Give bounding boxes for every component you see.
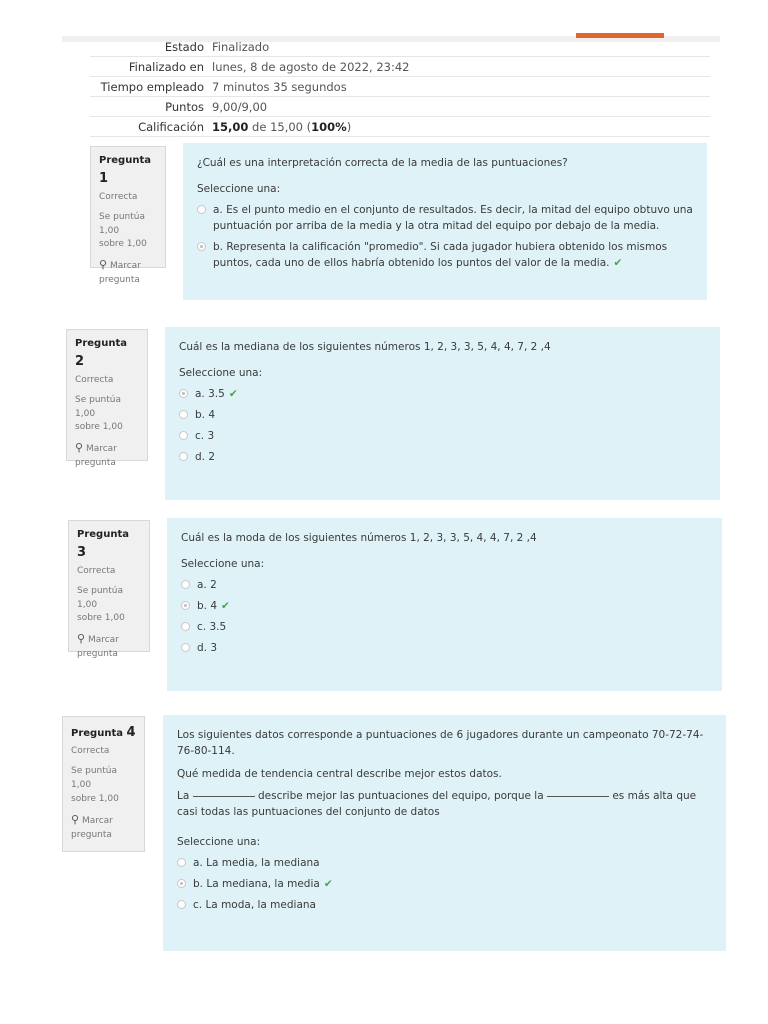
- radio-button[interactable]: [181, 580, 190, 589]
- summary-value: 9,00/9,00: [212, 97, 710, 117]
- answer-option[interactable]: [181, 619, 708, 635]
- summary-label: Tiempo empleado: [90, 77, 212, 97]
- blank-line: [547, 796, 609, 797]
- flag-question-link[interactable]: ⚲ Marcar pregunta: [71, 812, 113, 840]
- radio-button[interactable]: [179, 431, 188, 440]
- question-number: Pregunta 2: [75, 338, 127, 369]
- option-text: c. 3: [195, 430, 215, 443]
- flag-question-link[interactable]: ⚲ Marcar pregunta: [75, 441, 117, 469]
- radio-button[interactable]: [197, 242, 206, 251]
- radio-button[interactable]: [179, 452, 188, 461]
- radio-button[interactable]: [197, 205, 206, 214]
- option-text: b. 4: [197, 599, 218, 612]
- question-score: Se puntúa 1,00 sobre 1,00: [77, 585, 125, 624]
- radio-button[interactable]: [181, 601, 190, 610]
- question-prompt: Los siguientes datos corresponde a puntuaciones de 6 jugadores durante un campeonato 70-72-74-76-80-114.: [177, 729, 704, 758]
- question-prompt: ¿Cuál es una interpretación correcta de la media de las puntuaciones?: [197, 157, 568, 169]
- grade-value: [212, 117, 710, 137]
- question-prompt: Cuál es la mediana de los siguientes números 1, 2, 3, 3, 5, 4, 4, 7, 2 ,4: [179, 341, 551, 353]
- option-text: a. 2: [197, 578, 217, 591]
- option-text: d. 2: [195, 451, 216, 464]
- question-prompt: Cuál es la moda de los siguientes números 1, 2, 3, 3, 5, 4, 4, 7, 2 ,4: [181, 532, 537, 544]
- question-score: Se puntúa 1,00 sobre 1,00: [75, 394, 123, 433]
- select-label: Seleccione una:: [181, 558, 265, 571]
- answer-option[interactable]: [179, 449, 706, 465]
- answer-option[interactable]: [197, 239, 693, 272]
- summary-value: lunes, 8 de agosto de 2022, 23:42: [212, 57, 710, 77]
- question-status: Correcta: [99, 191, 138, 202]
- attempt-summary-table: [90, 37, 710, 137]
- option-text: b. Representa la calificación "promedio". Si cada jugador hubiera obtenido los mismos puntos, cada uno de ellos habría obtenido los puntos del valor de la media.: [213, 241, 668, 270]
- select-label: Seleccione una:: [177, 836, 261, 849]
- answer-option[interactable]: [179, 386, 706, 402]
- answer-option[interactable]: [181, 598, 708, 614]
- question-info-2: [66, 329, 148, 469]
- question-status: Correcta: [71, 746, 110, 757]
- question-info-4: [62, 716, 145, 852]
- option-text: a. Es el punto medio en el conjunto de resultados. Es decir, la mitad del equipo obtuvo una puntuación por arriba de la media y la otra mitad del equipo por debajo de la media.: [213, 203, 693, 232]
- radio-button[interactable]: [177, 900, 186, 909]
- option-text: b. La mediana, la media: [193, 877, 320, 890]
- summary-value: 7 minutos 35 segundos: [212, 77, 710, 97]
- answer-option[interactable]: [197, 202, 693, 235]
- radio-button[interactable]: [181, 622, 190, 631]
- question-status: Correcta: [75, 374, 114, 385]
- flag-question-link[interactable]: ⚲ Marcar pregunta: [99, 258, 141, 286]
- question-content-1: [183, 143, 707, 300]
- grade-total: de 15,00 (: [248, 119, 312, 134]
- question-info-1: [90, 146, 166, 286]
- question-status: Correcta: [77, 565, 116, 576]
- check-icon: ✔: [613, 257, 623, 270]
- fill-blank-statement: La describe mejor las puntuaciones del equipo, porque la es más alta que casi todas las puntuaciones del conjunto de datos: [177, 789, 697, 819]
- answer-option[interactable]: [179, 407, 706, 423]
- summary-value: Finalizado: [212, 37, 710, 57]
- option-text: a. 3.5: [195, 387, 225, 400]
- check-icon: ✔: [323, 877, 333, 890]
- question-number: Pregunta 1: [99, 155, 151, 186]
- answer-option[interactable]: [177, 876, 712, 892]
- summary-row: [90, 37, 710, 57]
- option-text: c. 3.5: [197, 621, 227, 634]
- summary-row: [90, 117, 710, 137]
- flag-icon: ⚲: [71, 812, 80, 826]
- question-content-2: [165, 327, 720, 500]
- flag-icon: ⚲: [75, 441, 84, 455]
- blank-line: [193, 796, 255, 797]
- question-number: Pregunta 4: [71, 725, 136, 740]
- summary-label: Puntos: [90, 97, 212, 117]
- select-label: Seleccione una:: [197, 183, 281, 196]
- radio-button[interactable]: [179, 410, 188, 419]
- option-text: b. 4: [195, 408, 216, 421]
- radio-button[interactable]: [179, 389, 188, 398]
- radio-button[interactable]: [177, 858, 186, 867]
- answer-option[interactable]: [177, 897, 712, 913]
- question-score: Se puntúa 1,00 sobre 1,00: [71, 766, 119, 804]
- answer-option[interactable]: [179, 428, 706, 444]
- grade-score: 15,00: [212, 119, 249, 134]
- check-icon: ✔: [228, 387, 238, 400]
- flag-icon: ⚲: [77, 632, 86, 646]
- option-text: a. La media, la mediana: [193, 856, 320, 869]
- question-content-4: [163, 715, 726, 951]
- grade-percent: 100%: [311, 119, 347, 134]
- flag-question-link[interactable]: ⚲ Marcar pregunta: [77, 632, 119, 660]
- check-icon: ✔: [221, 599, 230, 612]
- summary-label: Finalizado en: [90, 57, 212, 77]
- question-subprompt: Qué medida de tendencia central describe mejor estos datos.: [177, 767, 502, 780]
- option-text: c. La moda, la mediana: [193, 899, 316, 912]
- question-info-3: [68, 520, 150, 660]
- select-label: Seleccione una:: [179, 367, 263, 380]
- answer-option[interactable]: [181, 640, 708, 656]
- summary-label: Estado: [90, 37, 212, 57]
- question-number: Pregunta 3: [77, 529, 129, 560]
- summary-label: Calificación: [90, 117, 212, 137]
- answer-option[interactable]: [181, 577, 708, 593]
- question-content-3: [167, 518, 722, 691]
- radio-button[interactable]: [177, 879, 186, 888]
- summary-row: [90, 57, 710, 77]
- summary-row: [90, 97, 710, 117]
- answer-option[interactable]: [177, 855, 712, 871]
- summary-row: [90, 77, 710, 97]
- question-score: Se puntúa 1,00 sobre 1,00: [99, 211, 147, 250]
- flag-icon: ⚲: [99, 258, 108, 272]
- radio-button[interactable]: [181, 643, 190, 652]
- option-text: d. 3: [197, 642, 218, 655]
- grade-close: ): [346, 119, 352, 134]
